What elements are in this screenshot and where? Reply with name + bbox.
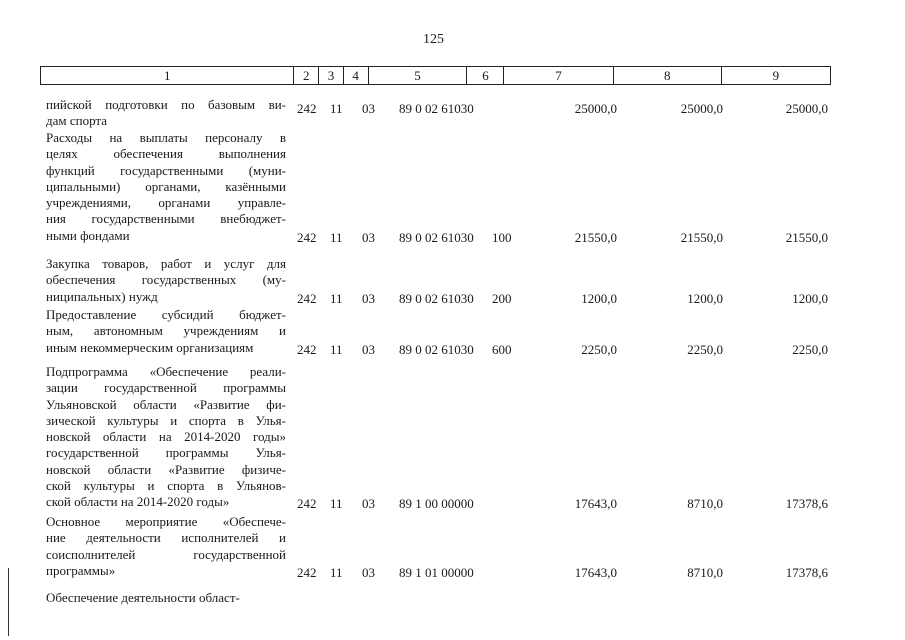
description-line: ние деятельности исполнителей и	[46, 530, 286, 546]
cell-col-5: 89 1 01 00000	[399, 564, 474, 580]
description-line: Закупка товаров, работ и услуг для	[46, 256, 286, 271]
row-description	[46, 514, 286, 579]
cell-col-8: 21550,0	[680, 229, 723, 245]
cell-col-9: 21550,0	[785, 229, 828, 245]
column-header-9: 9	[721, 67, 830, 85]
description-line: ниципальных) нужд	[46, 288, 158, 304]
description-line: дам спорта	[46, 113, 108, 129]
column-header-2: 2	[294, 67, 319, 85]
row-description	[46, 97, 286, 130]
column-header-5: 5	[368, 67, 467, 85]
cell-col-8: 1200,0	[687, 290, 723, 306]
cell-col-9: 2250,0	[792, 341, 828, 357]
cell-col-3: 11	[330, 229, 343, 245]
cell-col-7: 25000,0	[574, 101, 617, 116]
cell-col-2: 242	[297, 496, 317, 512]
description-line: Обеспечение деятельности област-	[46, 590, 240, 605]
description-line: Основное мероприятие «Обеспече-	[46, 514, 286, 529]
cell-col-3: 11	[330, 496, 343, 512]
description-line: соисполнителей государственной	[46, 546, 286, 562]
cell-col-8: 25000,0	[680, 101, 723, 116]
cell-col-5: 89 0 02 61030	[399, 341, 474, 357]
description-line: целях обеспечения выполнения	[46, 146, 286, 162]
description-line: ным, автономным учреждениям и	[46, 323, 286, 339]
cell-col-3: 11	[330, 290, 343, 306]
description-line: Предоставление субсидий бюджет-	[46, 307, 286, 322]
row-description	[46, 256, 286, 305]
cell-col-2: 242	[297, 290, 317, 306]
description-line: ния государственными внебюджет-	[46, 211, 286, 227]
cell-col-2: 242	[297, 341, 317, 357]
column-header-1: 1	[41, 67, 294, 85]
description-line: иным некоммерческим организациям	[46, 339, 254, 355]
description-line: государственной программы Улья-	[46, 445, 286, 461]
cell-col-7: 1200,0	[581, 290, 617, 306]
cell-col-4: 03	[362, 229, 375, 245]
cell-col-4: 03	[362, 564, 375, 580]
description-line: ской области на 2014-2020 годы»	[46, 494, 230, 510]
column-header-3: 3	[319, 67, 344, 85]
cell-col-7: 17643,0	[574, 564, 617, 580]
cell-col-9: 17378,6	[785, 496, 828, 512]
page-number: 125	[423, 32, 444, 47]
description-line: ской культуры и спорта в Ульянов-	[46, 478, 286, 494]
cell-col-8: 8710,0	[687, 496, 723, 512]
description-line: Ульяновской области «Развитие фи-	[46, 396, 286, 412]
description-line: зации государственной программы	[46, 380, 286, 396]
cell-col-3: 11	[330, 341, 343, 357]
cell-col-5: 89 1 00 00000	[399, 496, 474, 512]
description-line: ными фондами	[46, 227, 130, 243]
description-line: учреждениями, органами управле-	[46, 195, 286, 211]
cell-col-7: 21550,0	[574, 229, 617, 245]
cell-col-4: 03	[362, 496, 375, 512]
cell-col-8: 2250,0	[687, 341, 723, 357]
cell-col-2: 242	[297, 564, 317, 580]
description-line: функций государственными (муни-	[46, 162, 286, 178]
cell-col-4: 03	[362, 341, 375, 357]
cell-col-9: 1200,0	[792, 290, 828, 306]
cell-col-3: 11	[330, 101, 343, 116]
cell-col-9: 25000,0	[785, 101, 828, 116]
cell-col-7: 2250,0	[581, 341, 617, 357]
cell-col-4: 03	[362, 101, 375, 116]
row-description	[46, 130, 286, 244]
column-header-6: 6	[467, 67, 504, 85]
cell-col-7: 17643,0	[574, 496, 617, 512]
column-header-7: 7	[504, 67, 613, 85]
row-description	[46, 590, 286, 606]
description-line: новской области «Развитие физиче-	[46, 461, 286, 477]
cell-col-6: 200	[492, 290, 512, 306]
cell-col-4: 03	[362, 290, 375, 306]
description-line: зической культуры и спорта в Улья-	[46, 412, 286, 428]
cell-col-5: 89 0 02 61030	[399, 229, 474, 245]
column-header-4: 4	[343, 67, 368, 85]
cell-col-6: 600	[492, 341, 512, 357]
cell-col-3: 11	[330, 564, 343, 580]
cell-col-5: 89 0 02 61030	[399, 290, 474, 306]
description-line: обеспечения государственных (му-	[46, 272, 286, 288]
cell-col-8: 8710,0	[687, 564, 723, 580]
column-header-table	[40, 66, 831, 85]
column-header-8: 8	[613, 67, 721, 85]
description-line: ципальными) органами, казёнными	[46, 178, 286, 194]
row-description	[46, 307, 286, 356]
description-line: программы»	[46, 562, 116, 578]
row-description	[46, 364, 286, 511]
cell-col-2: 242	[297, 101, 317, 116]
cell-col-2: 242	[297, 229, 317, 245]
margin-rule	[8, 568, 9, 636]
cell-col-6: 100	[492, 229, 512, 245]
cell-col-9: 17378,6	[785, 564, 828, 580]
description-line: Подпрограмма «Обеспечение реали-	[46, 364, 286, 379]
description-line: новской области на 2014-2020 годы»	[46, 429, 286, 445]
description-line: пийской подготовки по базовым ви-	[46, 97, 286, 112]
description-line: Расходы на выплаты персоналу в	[46, 130, 286, 145]
cell-col-5: 89 0 02 61030	[399, 101, 474, 116]
